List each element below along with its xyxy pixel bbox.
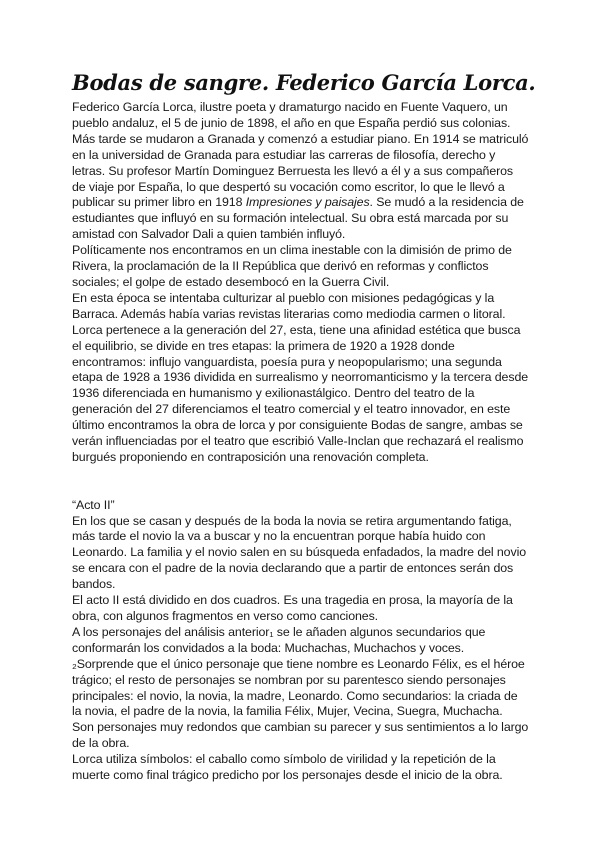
text-line: sociales; el golpe de estado desembocó en la Guerra Civil. [72,274,390,289]
document-body [72,100,532,784]
text-line: en la universidad de Granada para estudiar las carreras de filosofía, derecho y [72,147,496,162]
text-line: bandos. [72,577,116,592]
text-line: ₂Sorprende que el único personaje que tiene nombre es Leonardo Félix, es el héroe [72,656,525,671]
text-line: Leonardo. La familia y el novio salen en su búsqueda enfadados, la madre del novio [72,545,527,560]
text-line: A los personajes del análisis anterior₁ se le añaden algunos secundarios que [72,624,486,639]
biography-section [72,100,532,466]
text-line: pueblo andaluz, el 5 de junio de 1898, el año en que España perdió sus colonias. [72,115,511,130]
text-line: letras. Su profesor Martín Dominguez Berruesta les llevó a él y a sus compañeros [72,163,514,178]
text-line: etapa de 1928 a 1936 dividida en surrealismo y neorromanticismo y la tercera desde [72,370,529,385]
text-line: amistad con Salvador Dali a quien también influyó. [72,227,346,242]
text-line: estudiantes que influyó en su formación intelectual. Su obra está marcada por su [72,211,509,226]
text-line: En esta época se intentaba culturizar al pueblo con misiones pedagógicas y la [72,290,495,305]
text-line: Federico García Lorca, ilustre poeta y dramaturgo nacido en Fuente Vaquero, un [72,100,508,114]
text-line: Más tarde se mudaron a Granada y comenzó a estudiar piano. En 1914 se matriculó [72,131,529,146]
text-line: generación del 27 diferenciamos el teatro comercial y el teatro innovador, en este [72,402,511,417]
text-line: “Acto II” [72,497,115,512]
text-line: el equilibrio, se divide en tres etapas: la primera de 1920 a 1928 donde [72,338,455,353]
text-line: conformarán los convidados a la boda: Muchachas, Muchachos y voces. [72,640,465,655]
text-line: En los que se casan y después de la boda la novia se retira argumentando fatiga, [72,513,512,528]
text-line: principales: el novio, la novia, la madre, Leonardo. Como secundarios: la criada de [72,688,518,703]
text-line: Barraca. Además había varias revistas literarias como mediodia carmen o litoral. [72,306,506,321]
text-line: Políticamente nos encontramos en un clima inestable con la dimisión de primo de [72,243,512,258]
text-line: El acto II está dividido en dos cuadros. Es una tragedia en prosa, la mayoría de la [72,593,513,608]
text-line: Rivera, la proclamación de la II República que derivó en reformas y conflictos [72,259,489,274]
text-line: obra, con algunos fragmentos en verso como canciones. [72,608,379,623]
text-line: burgués proponiendo en contraposición una renovación completa. [72,449,429,464]
text-run: . Se mudó a la residencia de [369,195,524,210]
text-run: publicar su primer libro en 1918 [72,195,246,210]
text-line: de viaje por España, lo que despertó su vocación como escritor, lo que le llevó a [72,179,505,194]
text-line: la novia, el padre de la novia, la familia Félix, Mujer, Vecina, Suegra, Muchacha. [72,704,503,719]
text-line: de la obra. [72,736,130,751]
text-line: último encontramos la obra de lorca y por consiguiente Bodas de sangre, ambas se [72,418,523,433]
acto-ii-section [72,498,532,784]
text-line: verán influenciadas por el teatro que escribió Valle-Inclan que rechazará el realismo [72,434,524,449]
text-line [72,195,532,211]
book-title-italic: Impresiones y paisajes [245,195,370,210]
paragraph-gap [72,466,532,482]
text-line: 1936 diferenciada en humanismo y exilionastálgico. Dentro del teatro de la [72,386,475,401]
text-line: Lorca pertenece a la generación del 27, esta, tiene una afinidad estética que busca [72,322,521,337]
text-line: se encara con el padre de la novia declarando que a partir de entonces serán dos [72,561,514,576]
text-line: Son personajes muy redondos que cambian su parecer y sus sentimientos a lo largo [72,720,529,735]
text-line: encontramos: influjo vanguardista, poesía pura y neopopularismo; una segunda [72,354,502,369]
text-line: muerte como final trágico predicho por los personajes desde el inicio de la obra. [72,768,503,783]
text-line: trágico; el resto de personajes se nombran por su parentesco siendo personajes [72,672,506,687]
text-line: Lorca utiliza símbolos: el caballo como símbolo de virilidad y la repetición de la [72,752,496,767]
document-title: Bodas de sangre. Federico García Lorca. [72,70,536,95]
paragraph-gap [72,482,532,498]
text-line: más tarde el novio la va a buscar y no la encuentran porque había huido con [72,529,486,544]
